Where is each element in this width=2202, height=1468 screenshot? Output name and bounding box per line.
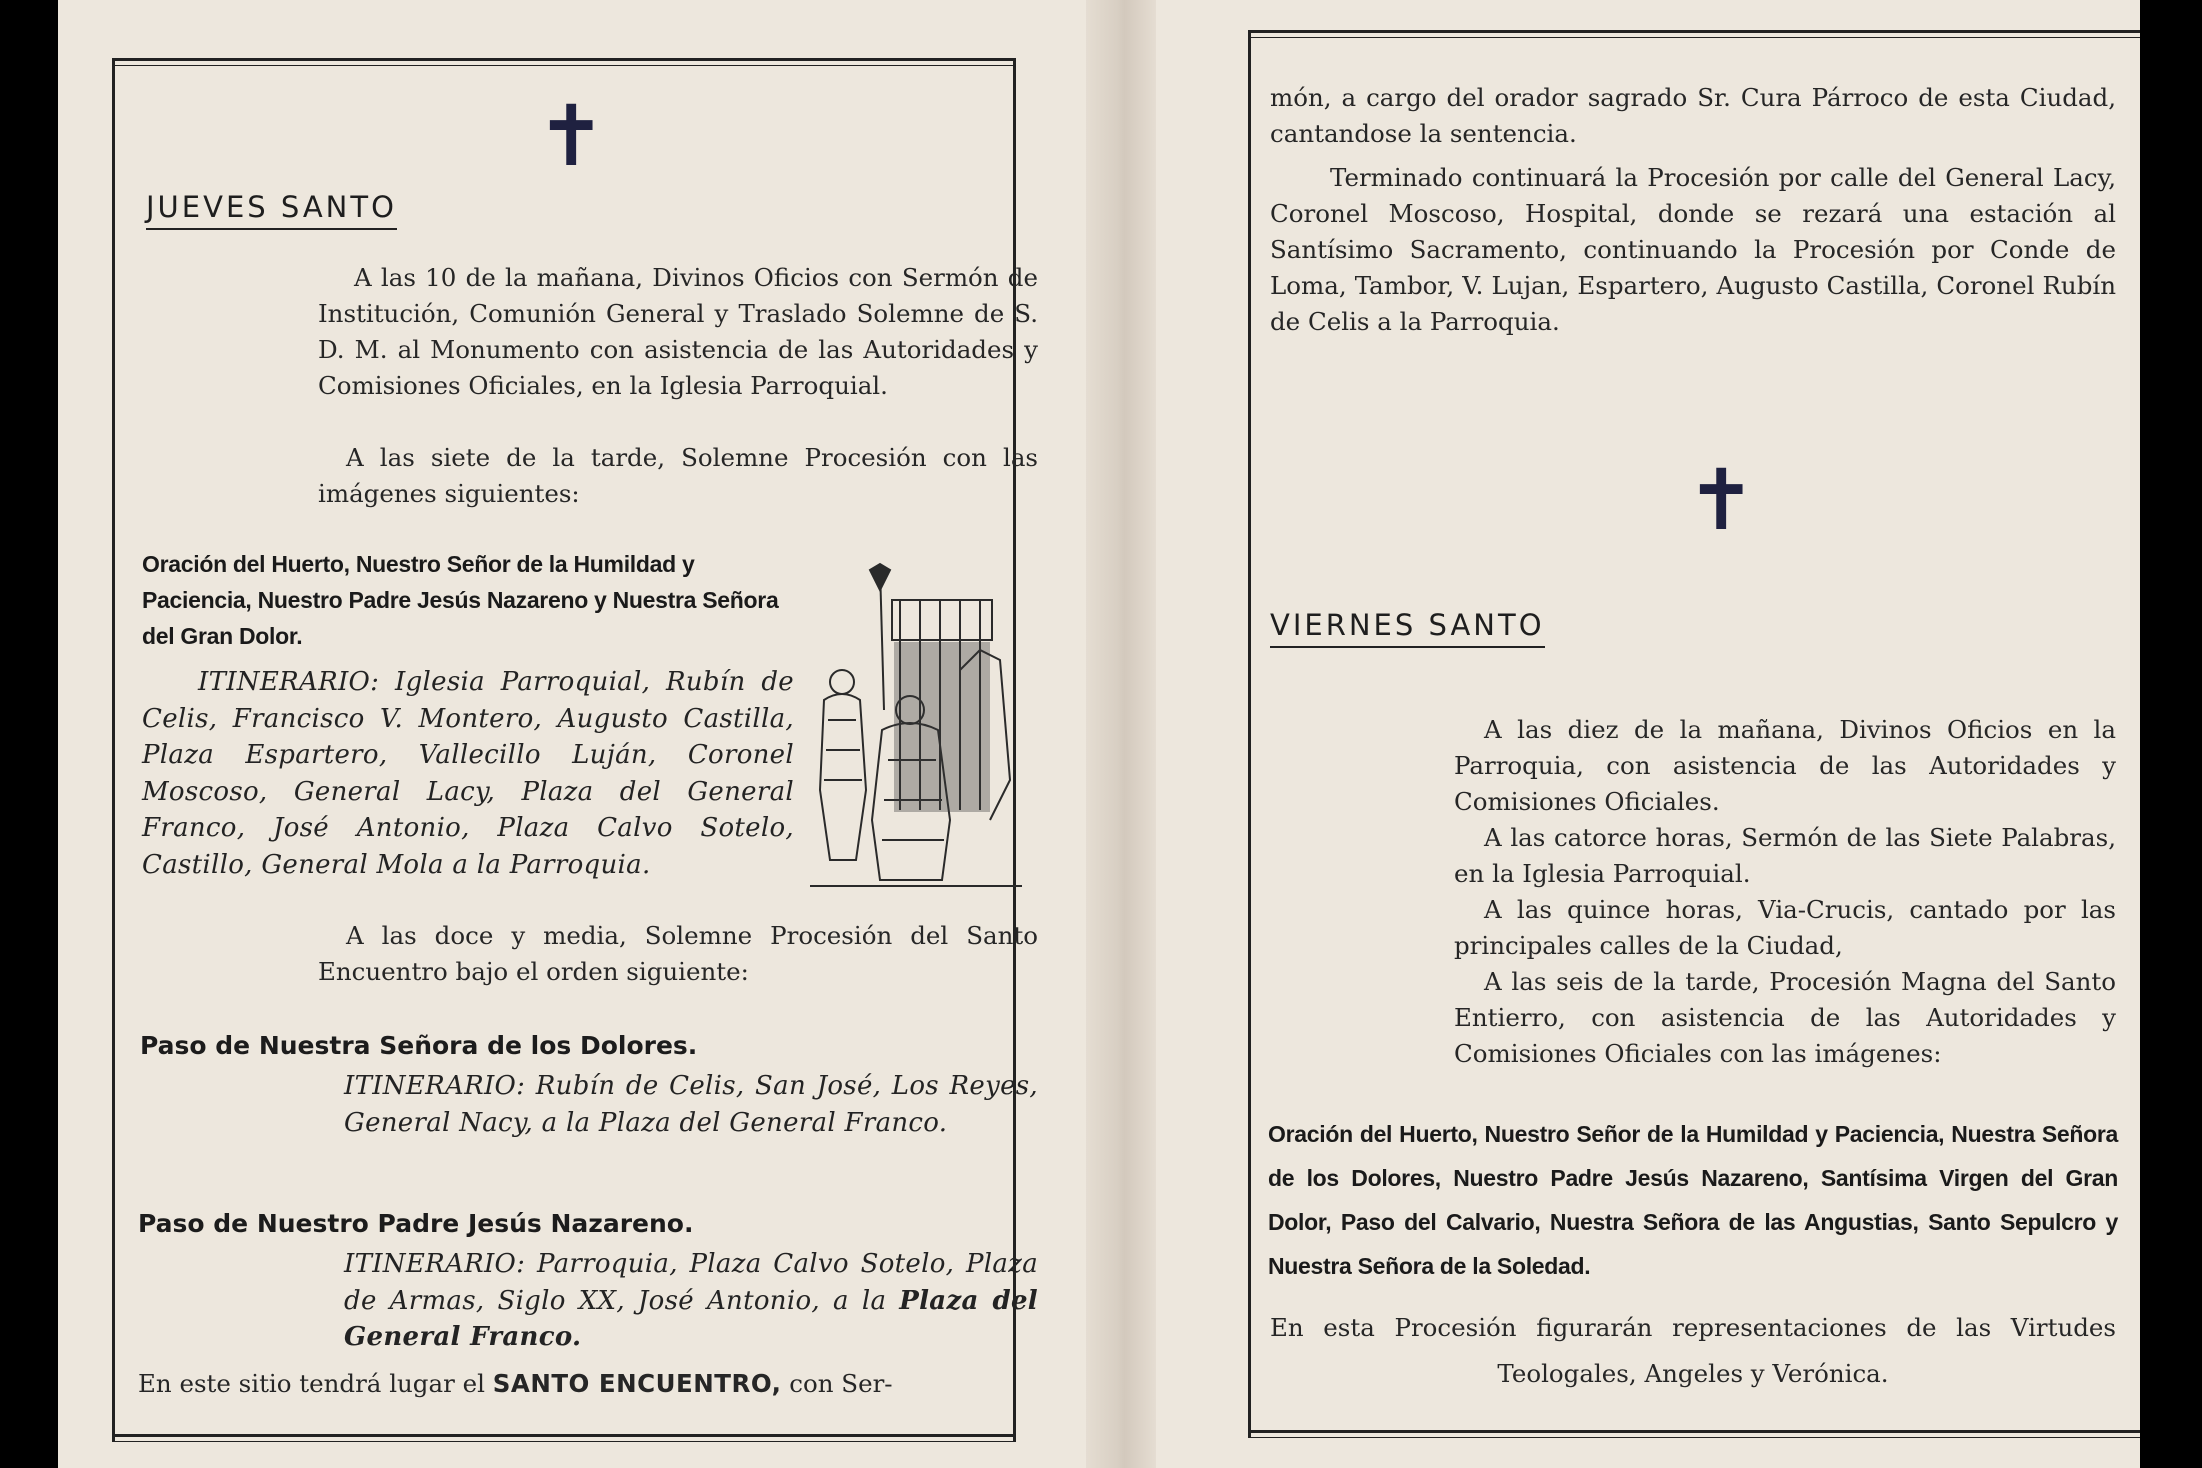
jueves-para-procesion: A las siete de la tarde, Solemne Procesión con las imágenes siguientes:: [318, 443, 1038, 508]
viernes-final-line-1: En esta Procesión figurarán representaciones de las Virtudes: [1270, 1313, 2116, 1342]
heading-jueves-santo: JUEVES SANTO: [146, 190, 397, 230]
viernes-para-santo-entierro: A las seis de la tarde, Procesión Magna del Santo Entierro, con asistencia de las Autoridades y Comisiones Oficiales con las imágenes:: [1454, 967, 2116, 1068]
jueves-itinerary-2: ITINERARIO: Rubín de Celis, San José, Los Reyes, General Nacy, a la Plaza del General Franco.: [344, 1071, 1038, 1138]
viernes-final-line-2: Teologales, Angeles y Verónica.: [1497, 1359, 1889, 1388]
jueves-para-oficios: A las 10 de la mañana, Divinos Oficios con Sermón de Institución, Comunión General y Traslado Solemne de S. D. M. al Monumento con asistencia de las Autoridades y Comisiones Oficiales, en la Iglesia Parroquial.: [318, 263, 1038, 400]
viernes-continuation: món, a cargo del orador sagrado Sr. Cura Párroco de esta Ciudad, cantandose la sentencia.: [1270, 83, 2116, 148]
viernes-para-oficios: A las diez de la mañana, Divinos Oficios en la Parroquia, con asistencia de las Autoridades y Comisiones Oficiales.: [1454, 715, 2116, 816]
procesion-terminado-para: Terminado continuará la Procesión por calle del General Lacy, Coronel Moscoso, Hospital, donde se rezará una estación al Santísimo Sacramento, continuando la Procesión por Conde de Loma, Tambor, V. Lujan, Espartero, Augusto Castilla, Coronel Rubín de Celis a la Parroquia.: [1270, 163, 2116, 336]
viernes-para-viacrucis: A las quince horas, Via-Crucis, cantado por las principales calles de la Ciudad,: [1454, 895, 2116, 960]
left-page: [58, 0, 1086, 1468]
jueves-para-encuentro: A las doce y media, Solemne Procesión del Santo Encuentro bajo el orden siguiente:: [318, 921, 1038, 986]
jueves-last-line: En este sitio tendrá lugar el SANTO ENCUENTRO, con Ser-: [138, 1369, 893, 1398]
viernes-para-sermon: A las catorce horas, Sermón de las Siete Palabras, en la Iglesia Parroquial.: [1454, 823, 2116, 888]
paso-dolores-title: Paso de Nuestra Señora de los Dolores.: [140, 1031, 698, 1060]
paso-nazareno-title: Paso de Nuestro Padre Jesús Nazareno.: [138, 1209, 694, 1238]
jueves-itinerary-3: ITINERARIO: Parroquia, Plaza Calvo Sotelo, Plaza de Armas, Siglo XX, José Antonio, a la Plaza del General Franco.: [344, 1249, 1038, 1352]
heading-viernes-santo: VIERNES SANTO: [1270, 608, 1545, 648]
viernes-images-list: Oración del Huerto, Nuestro Señor de la Humildad y Paciencia, Nuestra Señora de los Dolores, Nuestro Padre Jesús Nazareno, Santísima Virgen del Gran Dolor, Paso del Calvario, Nuestra Señora de las Angustias, Santo Sepulcro y Nuestra Señora de la Soledad.: [1268, 1121, 2118, 1279]
booklet-scan: [58, 0, 2140, 1468]
book-gutter: [1086, 0, 1156, 1468]
jueves-itinerary-1: ITINERARIO: Iglesia Parroquial, Rubín de Celis, Francisco V. Montero, Augusto Castilla, Plaza Espartero, Vallecillo Luján, Coronel Moscoso, General Lacy, Plaza del General Franco, José Antonio, Plaza Calvo Sotelo, Castillo, General Mola a la Parroquia.: [142, 667, 794, 880]
cross-icon: ✝: [536, 87, 607, 185]
right-page: [1156, 0, 2140, 1468]
cross-icon: ✝: [1686, 451, 1757, 549]
jueves-images-list: Oración del Huerto, Nuestro Señor de la Humildad y Paciencia, Nuestro Padre Jesús Nazareno y Nuestra Señora del Gran Dolor.: [142, 551, 779, 649]
nazareno-illustration: [810, 560, 1022, 890]
